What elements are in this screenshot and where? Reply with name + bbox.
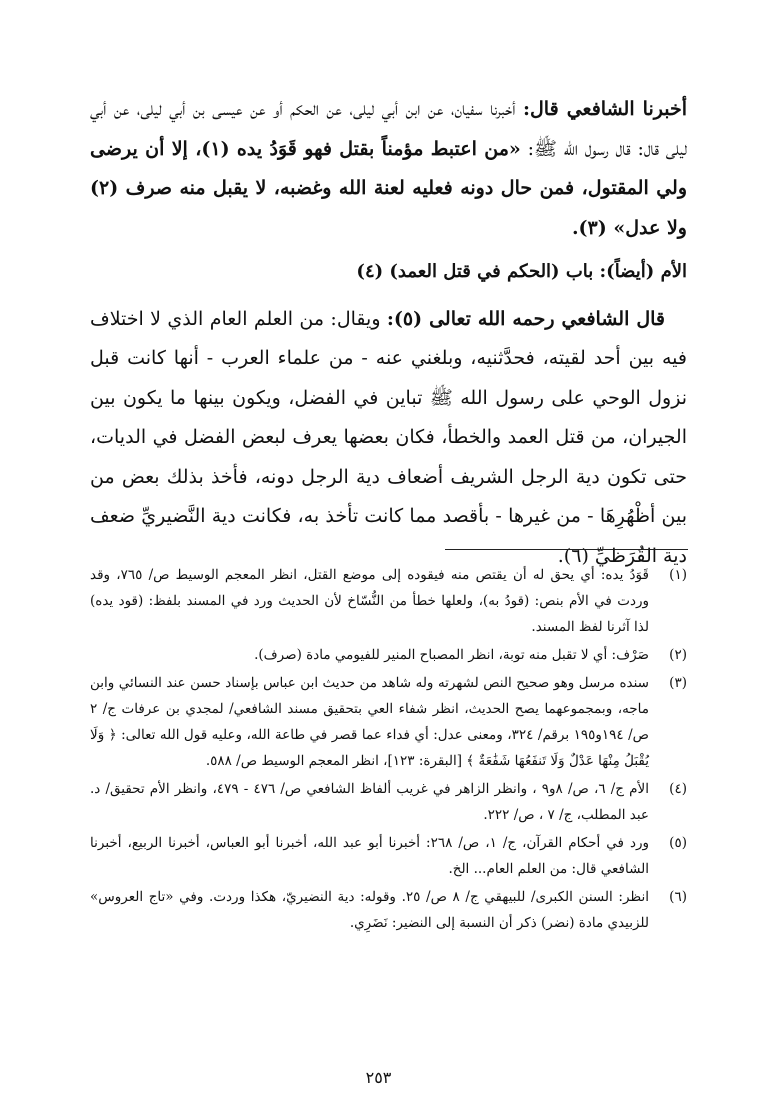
footnotes [90, 562, 687, 938]
footnote [90, 670, 687, 774]
paragraph-2-text: ويقال: من العلم العام الذي لا اختلاف فيه بين أحد لقيته، فحدَّثنيه، وبلغني عنه - من علماء العرب - أنها كانت قبل نزول الوحي على رسول الله ﷺ تباين في الفضل، ويكون بينها ما يكون بين الجيران، من قتل العمد والخطأ، فكان بعضها يعرف لبعض الفضل في الديات، حتى تكون دية الرجل الشريف أضعاف دية الرجل دونه، فأخذ بذلك بعض من بين أظْهُرِهَا - من غيرها - بأقصد مما كانت تأخذ به، فكانت دية النَّضيريِّ ضعف دية القُرَظيِّ (٦). [90, 307, 687, 567]
main-text [90, 90, 687, 576]
footnote-number: (٤) [669, 781, 687, 797]
section-heading: الأم (أيضاً): باب (الحكم في قتل العمد) (٤) [356, 261, 687, 282]
paragraph-1-text: أخبرنا سفيان، عن ابن أبي ليلى، عن الحكم أو عن عيسى بن أبي ليلى، عن أبي ليلى قال: قال رسول الله ﷺ: [90, 98, 688, 160]
footnote-number: (٣) [669, 675, 687, 691]
footnote [90, 776, 687, 828]
page-number: ٢٥٣ [365, 1068, 392, 1087]
paragraph-1-lead: أخبرنا الشافعي قال: [522, 98, 687, 120]
footnote-text: انظر: السنن الكبرى/ للبيهقي ج/ ٨ ص/ ٢٥. وقوله: دية النضيريّ، هكذا وردت. وفي «تاج العروس» للزبيدي مادة (نضر) ذكر أن النسبة إلى النضير: نَضَرِي. [90, 889, 650, 931]
footnote-text: قَوَدُ يده: أي يحق له أن يقتص منه فيقوده إلى موضع القتل، انظر المعجم الوسيط ص/ ٧٦٥، وقد وردت في الأم بنص: (قودُ به)، ولعلها خطأ من النُّسّاخ لأن الحديث ورد في المسند بلفظ: (قود يده) لذا آثرنا لفظ المسند. [90, 567, 649, 635]
footnote [90, 830, 687, 882]
paragraph-2-lead: قال الشافعي رحمه الله تعالى (٥): [386, 307, 665, 330]
footnote-text: الأم ج/ ٦، ص/ ٨و٩ ، وانظر الزاهر في غريب ألفاظ الشافعي ص/ ٤٧٦ - ٤٧٩، وانظر الأم تحقيق/ د. عبد المطلب، ج/ ٧ ، ص/ ٢٢٢. [90, 781, 649, 823]
footnote [90, 642, 687, 668]
footnote-number: (٢) [669, 647, 687, 663]
footnote-divider [445, 549, 688, 550]
footnote [90, 562, 687, 640]
footnote-text: صَرْف: أي لا تقبل منه توبة، انظر المصباح المنير للفيومي مادة (صرف). [254, 647, 649, 663]
footnote-number: (٦) [669, 889, 687, 905]
hadith-quote: «من اعتبط مؤمناً بقتل فهو قَوَدُ يده (١)، إلا أن يرضى ولي المقتول، فمن حال دونه فعليه لعنة الله وغضبه، لا يقبل منه صرف (٢) ولا عدل» (٣). [90, 137, 687, 239]
footnote-text: ورد في أحكام القرآن، ج/ ١، ص/ ٢٦٨: أخبرنا أبو عبد الله، أخبرنا أبو العباس، أخبرنا الربيع، أخبرنا الشافعي قال: من العلم العام... الخ. [90, 835, 649, 877]
footnote-number: (١) [669, 567, 687, 583]
paragraph-2 [90, 300, 687, 577]
footnote-number: (٥) [669, 835, 687, 851]
footnote-text: سنده مرسل وهو صحيح النص لشهرته وله شاهد من حديث ابن عباس بإسناد حسن عند النسائي وابن ماجه، وبمجموعهما يصح الحديث، انظر شفاء العي بتحقيق مسند الشافعي/ لمجدي بن عرفات ج/ ٢ ص/ ١٩٤و١٩٥ برقم/ ٣٢٤، ومعنى عدل: أي فداء عما قصر في طاعة الله، وعليه قول الله تعالى: ﴿ وَلَا يُقْبَلُ مِنْهَا عَدْلٌ وَلَا تَنفَعُهَا شَفَٰعَةٌ ﴾ [البقرة: ١٢٣]، انظر المعجم الوسيط ص/ ٥٨٨. [90, 675, 649, 769]
footnote [90, 884, 687, 936]
paragraph-1 [90, 90, 687, 248]
